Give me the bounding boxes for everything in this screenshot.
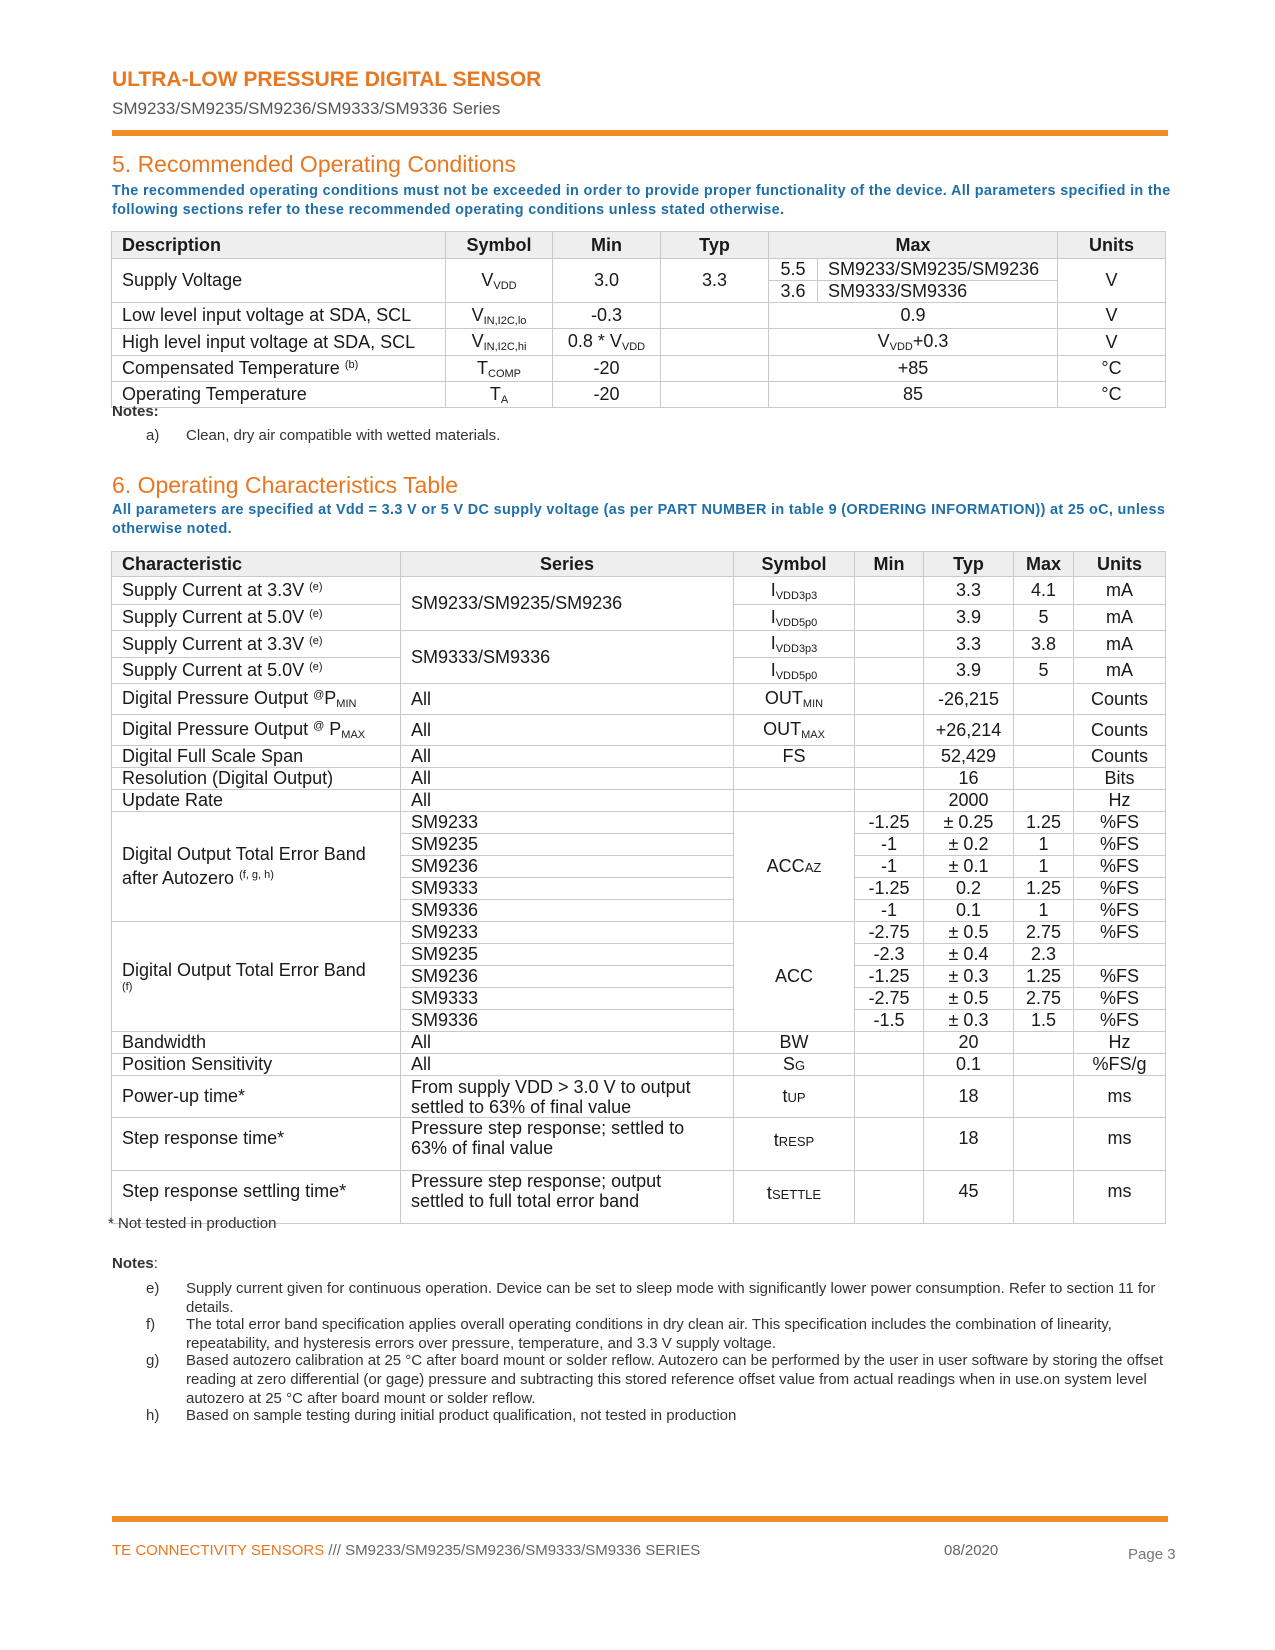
acc-typ: ± 0.5 (924, 922, 1014, 944)
acc-az-min: -1.25 (855, 812, 924, 834)
acc-max: 1.5 (1014, 1010, 1074, 1032)
supply-current-max: 4.1 (1014, 577, 1074, 605)
table-row (112, 1032, 1166, 1054)
high-input-units: V (1058, 329, 1166, 356)
step-symbol: tRESP (734, 1118, 855, 1171)
pmin-typ: -26,215 (924, 684, 1014, 715)
supply-current-series: SM9233/SM9235/SM9236 (401, 577, 734, 631)
acc-series: SM9233 (401, 922, 734, 944)
op-temp-symbol: $T_A$ (446, 382, 553, 408)
table-row (112, 1076, 1166, 1118)
acc-az-series: SM9235 (401, 834, 734, 856)
supply-current-typ: 3.9 (924, 605, 1014, 631)
supply-voltage-max-1-series: SM9233/SM9235/SM9236 (818, 259, 1058, 281)
section-6-notes-label: Notes: (112, 1255, 158, 1272)
acc-min: -2.75 (855, 988, 924, 1010)
pmax-symbol: $OUT_{MAX}$ (734, 715, 855, 746)
comp-temp-units: °C (1058, 356, 1166, 382)
footer-rule (112, 1516, 1168, 1522)
supply-current-label: Supply Current at 3.3V $^{(e)}$ (112, 577, 401, 605)
recommended-conditions-table (111, 231, 1166, 408)
low-input-symbol: $V_{IN,I2C,lo}$ (446, 303, 553, 329)
supply-current-typ: 3.3 (924, 631, 1014, 658)
note-text: The total error band specification applies overall operating conditions in dry clean air. This specification includes the combination of linearity, repeatability, and hysteresis errors over pressure, temperature, and 3.3 V supply voltage. (186, 1316, 1112, 1352)
note-text: Based on sample testing during initial product qualification, not tested in production (186, 1407, 737, 1424)
op-temp-typ (661, 382, 769, 408)
pmin-min (855, 684, 924, 715)
acc-az-max: 1.25 (1014, 878, 1074, 900)
op-temp-units: °C (1058, 382, 1166, 408)
acc-units: %FS (1074, 988, 1166, 1010)
acc-label (112, 922, 401, 1032)
col-header-symbol: Symbol (446, 232, 553, 259)
position-typ: 0.1 (924, 1054, 1014, 1076)
pmin-max (1014, 684, 1074, 715)
supply-current-units: mA (1074, 577, 1166, 605)
bandwidth-max (1014, 1032, 1074, 1054)
acc-typ: ± 0.3 (924, 1010, 1014, 1032)
acc-az-units: %FS (1074, 900, 1166, 922)
table-row (112, 631, 1166, 658)
step-label: Step response time* (112, 1118, 401, 1171)
step-typ: 18 (924, 1118, 1014, 1171)
footer-brand: TE CONNECTIVITY SENSORS (112, 1542, 325, 1559)
acc-series: SM9333 (401, 988, 734, 1010)
supply-voltage-typ: 3.3 (661, 259, 769, 303)
supply-current-symbol: $I_{VDD3p3}$ (734, 631, 855, 658)
supply-current-symbol: $I_{VDD5p0}$ (734, 658, 855, 684)
fs-series: All (401, 746, 734, 768)
pmax-label: Digital Pressure Output @ $P_{MAX}$ (112, 715, 401, 746)
acc-max: 2.75 (1014, 922, 1074, 944)
supply-voltage-min: 3.0 (553, 259, 661, 303)
acc-az-series: SM9333 (401, 878, 734, 900)
table-row (112, 746, 1166, 768)
fs-min (855, 746, 924, 768)
op-temp-label: Operating Temperature (112, 382, 446, 408)
acc-az-min: -1 (855, 856, 924, 878)
supply-current-units: mA (1074, 605, 1166, 631)
pmax-units: Counts (1074, 715, 1166, 746)
supply-current-typ: 3.3 (924, 577, 1014, 605)
low-input-label: Low level input voltage at SDA, SCL (112, 303, 446, 329)
position-label: Position Sensitivity (112, 1054, 401, 1076)
update-rate-min (855, 790, 924, 812)
acc-az-units: %FS (1074, 834, 1166, 856)
update-rate-series: All (401, 790, 734, 812)
supply-current-units: mA (1074, 658, 1166, 684)
col-header-typ: Typ (924, 552, 1014, 577)
pmax-min (855, 715, 924, 746)
resolution-typ: 16 (924, 768, 1014, 790)
fs-typ: 52,429 (924, 746, 1014, 768)
note-text: Supply current given for continuous operation. Device can be set to sleep mode with significantly lower power consumption. Refer to section 11 for details. (186, 1280, 1156, 1316)
acc-label-line-1: Digital Output Total Error Band (122, 960, 366, 980)
footer-date: 08/2020 (944, 1542, 999, 1559)
pmax-typ: +26,214 (924, 715, 1014, 746)
col-header-characteristic: Characteristic (112, 552, 401, 577)
note-letter: g) (146, 1352, 160, 1369)
acc-az-typ: 0.1 (924, 900, 1014, 922)
table-row (112, 382, 1166, 408)
supply-voltage-symbol: $V_{VDD}$ (446, 259, 553, 303)
acc-max: 2.3 (1014, 944, 1074, 966)
table-row (112, 329, 1166, 356)
acc-label-ref: (f) (122, 981, 133, 993)
op-temp-max: 85 (769, 382, 1058, 408)
document-subtitle: SM9233/SM9235/SM9236/SM9333/SM9336 Series (112, 99, 501, 118)
acc-az-max: 1 (1014, 856, 1074, 878)
pmin-symbol: $OUT_{MIN}$ (734, 684, 855, 715)
position-series: All (401, 1054, 734, 1076)
table-row (112, 1118, 1166, 1171)
update-rate-typ: 2000 (924, 790, 1014, 812)
resolution-max (1014, 768, 1074, 790)
acc-az-min: -1.25 (855, 878, 924, 900)
acc-min: -2.3 (855, 944, 924, 966)
section-5-intro: The recommended operating conditions must not be exceeded in order to provide proper functionality of the device. All parameters specified in the following sections refer to these recommended operating conditions unless stated otherwise. (112, 183, 1171, 218)
table-row (112, 259, 1166, 281)
col-header-max: Max (1014, 552, 1074, 577)
bandwidth-series: All (401, 1032, 734, 1054)
acc-az-typ: ± 0.25 (924, 812, 1014, 834)
step-min (855, 1118, 924, 1171)
high-input-min: $0.8 * V_{VDD}$ (553, 329, 661, 356)
supply-current-min (855, 577, 924, 605)
acc-units: %FS (1074, 1010, 1166, 1032)
col-header-min: Min (855, 552, 924, 577)
fs-symbol: FS (734, 746, 855, 768)
note-text: Clean, dry air compatible with wetted materials. (186, 427, 501, 444)
acc-min: -1.5 (855, 1010, 924, 1032)
note-letter: h) (146, 1407, 160, 1424)
powerup-max (1014, 1076, 1074, 1118)
bandwidth-symbol: BW (734, 1032, 855, 1054)
settle-series-line-2: settled to full total error band (411, 1191, 640, 1211)
col-header-series: Series (401, 552, 734, 577)
high-input-typ (661, 329, 769, 356)
table-header-row (112, 232, 1166, 259)
step-series-line-1: Pressure step response; settled to (411, 1118, 685, 1138)
low-input-units: V (1058, 303, 1166, 329)
acc-az-units: %FS (1074, 878, 1166, 900)
bandwidth-min (855, 1032, 924, 1054)
settle-symbol: tSETTLE (734, 1171, 855, 1224)
comp-temp-min: -20 (553, 356, 661, 382)
op-temp-min: -20 (553, 382, 661, 408)
acc-typ: ± 0.4 (924, 944, 1014, 966)
resolution-units: Bits (1074, 768, 1166, 790)
table-row (112, 577, 1166, 605)
bandwidth-typ: 20 (924, 1032, 1014, 1054)
acc-az-min: -1 (855, 834, 924, 856)
col-header-typ: Typ (661, 232, 769, 259)
note-text: Based autozero calibration at 25 °C after board mount or solder reflow. Autozero can be performed by the user in user software by storing the offset reading at zero differential (or gage) pressure and subtracting this stored reference offset value from actual readings when in use.on system level autozero at 25 °C after board mount or solder reflow. (186, 1352, 1164, 1407)
resolution-series: All (401, 768, 734, 790)
footnote: * Not tested in production (108, 1215, 277, 1232)
powerup-units: ms (1074, 1076, 1166, 1118)
section-5-notes-label: Notes: (112, 403, 159, 420)
resolution-label: Resolution (Digital Output) (112, 768, 401, 790)
acc-az-series: SM9336 (401, 900, 734, 922)
table-row (112, 922, 1166, 944)
acc-az-symbol: ACCAZ (734, 812, 855, 922)
step-series-line-2: 63% of final value (411, 1138, 554, 1158)
position-units: %FS/g (1074, 1054, 1166, 1076)
section-6-title: 6. Operating Characteristics Table (112, 472, 459, 498)
acc-az-max: 1.25 (1014, 812, 1074, 834)
table-row (112, 790, 1166, 812)
supply-current-label: Supply Current at 5.0V $^{(e)}$ (112, 658, 401, 684)
supply-current-min (855, 658, 924, 684)
fs-label: Digital Full Scale Span (112, 746, 401, 768)
acc-max: 2.75 (1014, 988, 1074, 1010)
supply-voltage-max-2-series: SM9333/SM9336 (818, 281, 1058, 303)
supply-current-min (855, 631, 924, 658)
note-letter: a) (146, 427, 160, 444)
supply-current-label: Supply Current at 3.3V $^{(e)}$ (112, 631, 401, 658)
col-header-max: Max (769, 232, 1058, 259)
position-min (855, 1054, 924, 1076)
powerup-symbol: tUP (734, 1076, 855, 1118)
acc-max: 1.25 (1014, 966, 1074, 988)
table-row (112, 303, 1166, 329)
footer-label (112, 1542, 700, 1559)
supply-current-max: 3.8 (1014, 631, 1074, 658)
high-input-label: High level input voltage at SDA, SCL (112, 329, 446, 356)
supply-current-symbol: $I_{VDD5p0}$ (734, 605, 855, 631)
step-units: ms (1074, 1118, 1166, 1171)
supply-current-max: 5 (1014, 658, 1074, 684)
powerup-typ: 18 (924, 1076, 1014, 1118)
acc-az-max: 1 (1014, 834, 1074, 856)
supply-current-max: 5 (1014, 605, 1074, 631)
acc-units: %FS (1074, 922, 1166, 944)
acc-az-label-line-1: Digital Output Total Error Band (122, 844, 366, 864)
table-row (112, 768, 1166, 790)
note-letter: f) (146, 1316, 156, 1333)
note-letter: e) (146, 1280, 160, 1297)
supply-voltage-max-1: 5.5 (769, 259, 818, 281)
table-row (112, 684, 1166, 715)
acc-typ: ± 0.3 (924, 966, 1014, 988)
pmin-units: Counts (1074, 684, 1166, 715)
pmax-series: All (401, 715, 734, 746)
powerup-series-line-2: settled to 63% of final value (411, 1096, 632, 1117)
supply-current-symbol: $I_{VDD3p3}$ (734, 577, 855, 605)
page-number: Page 3 (1128, 1546, 1176, 1563)
fs-units: Counts (1074, 746, 1166, 768)
acc-min: -1.25 (855, 966, 924, 988)
acc-az-units: %FS (1074, 856, 1166, 878)
comp-temp-symbol: $T_{COMP}$ (446, 356, 553, 382)
table-row (112, 715, 1166, 746)
acc-az-min: -1 (855, 900, 924, 922)
settle-units: ms (1074, 1171, 1166, 1224)
high-input-max: $V_{VDD}+0.3$ (769, 329, 1058, 356)
position-symbol: SG (734, 1054, 855, 1076)
low-input-typ (661, 303, 769, 329)
supply-current-units: mA (1074, 631, 1166, 658)
settle-label: Step response settling time* (112, 1171, 401, 1224)
col-header-units: Units (1058, 232, 1166, 259)
acc-min: -2.75 (855, 922, 924, 944)
pmin-label: Digital Pressure Output $^@P_{MIN}$ (112, 684, 401, 715)
comp-temp-label: Compensated Temperature $^{(b)}$ (112, 356, 446, 382)
acc-units: %FS (1074, 966, 1166, 988)
table-header-row (112, 552, 1166, 577)
pmax-max (1014, 715, 1074, 746)
powerup-series-line-1: From supply VDD > 3.0 V to output (411, 1076, 691, 1097)
acc-series: SM9235 (401, 944, 734, 966)
supply-current-min (855, 605, 924, 631)
acc-az-series: SM9233 (401, 812, 734, 834)
update-rate-units: Hz (1074, 790, 1166, 812)
resolution-symbol (734, 768, 855, 790)
acc-az-label-line-2: after Autozero $^{(f, g, h)}$ (122, 868, 274, 888)
acc-typ: ± 0.5 (924, 988, 1014, 1010)
step-series (401, 1118, 734, 1171)
powerup-label: Power-up time* (112, 1076, 401, 1118)
document-title: ULTRA-LOW PRESSURE DIGITAL SENSOR (112, 68, 542, 91)
step-max (1014, 1118, 1074, 1171)
acc-series: SM9236 (401, 966, 734, 988)
col-header-symbol: Symbol (734, 552, 855, 577)
bandwidth-units: Hz (1074, 1032, 1166, 1054)
acc-az-label (112, 812, 401, 922)
table-row (112, 812, 1166, 834)
footer-series: /// SM9233/SM9235/SM9236/SM9333/SM9336 SERIES (324, 1542, 701, 1559)
supply-voltage-units: V (1058, 259, 1166, 303)
powerup-series (401, 1076, 734, 1118)
col-header-units: Units (1074, 552, 1166, 577)
acc-az-series: SM9236 (401, 856, 734, 878)
acc-az-typ: ± 0.2 (924, 834, 1014, 856)
high-input-symbol: $V_{IN,I2C,hi}$ (446, 329, 553, 356)
bandwidth-label: Bandwidth (112, 1032, 401, 1054)
settle-series-line-1: Pressure step response; output (411, 1171, 662, 1191)
supply-current-label: Supply Current at 5.0V $^{(e)}$ (112, 605, 401, 631)
acc-az-max: 1 (1014, 900, 1074, 922)
pmin-series: All (401, 684, 734, 715)
table-row (112, 1054, 1166, 1076)
settle-typ: 45 (924, 1171, 1014, 1224)
col-header-description: Description (112, 232, 446, 259)
fs-max (1014, 746, 1074, 768)
resolution-min (855, 768, 924, 790)
update-rate-label: Update Rate (112, 790, 401, 812)
position-max (1014, 1054, 1074, 1076)
section-6-intro: All parameters are specified at Vdd = 3.3 V or 5 V DC supply voltage (as per PART NUMBER in table 9 (ORDERING INFORMATION)) at 25 oC, unless otherwise noted. (112, 502, 1166, 537)
supply-current-series: SM9333/SM9336 (401, 631, 734, 684)
update-rate-max (1014, 790, 1074, 812)
table-row (112, 356, 1166, 382)
acc-az-typ: ± 0.1 (924, 856, 1014, 878)
supply-current-typ: 3.9 (924, 658, 1014, 684)
acc-series: SM9336 (401, 1010, 734, 1032)
powerup-min (855, 1076, 924, 1118)
acc-az-typ: 0.2 (924, 878, 1014, 900)
supply-voltage-label: Supply Voltage (112, 259, 446, 303)
col-header-min: Min (553, 232, 661, 259)
operating-characteristics-table (111, 551, 1166, 1224)
supply-voltage-max-2: 3.6 (769, 281, 818, 303)
update-rate-symbol (734, 790, 855, 812)
section-5-title: 5. Recommended Operating Conditions (112, 151, 517, 177)
low-input-max: 0.9 (769, 303, 1058, 329)
acc-units (1074, 944, 1166, 966)
acc-symbol: ACC (734, 922, 855, 1032)
header-rule (112, 130, 1168, 136)
comp-temp-max: +85 (769, 356, 1058, 382)
acc-az-units: %FS (1074, 812, 1166, 834)
comp-temp-typ (661, 356, 769, 382)
low-input-min: -0.3 (553, 303, 661, 329)
